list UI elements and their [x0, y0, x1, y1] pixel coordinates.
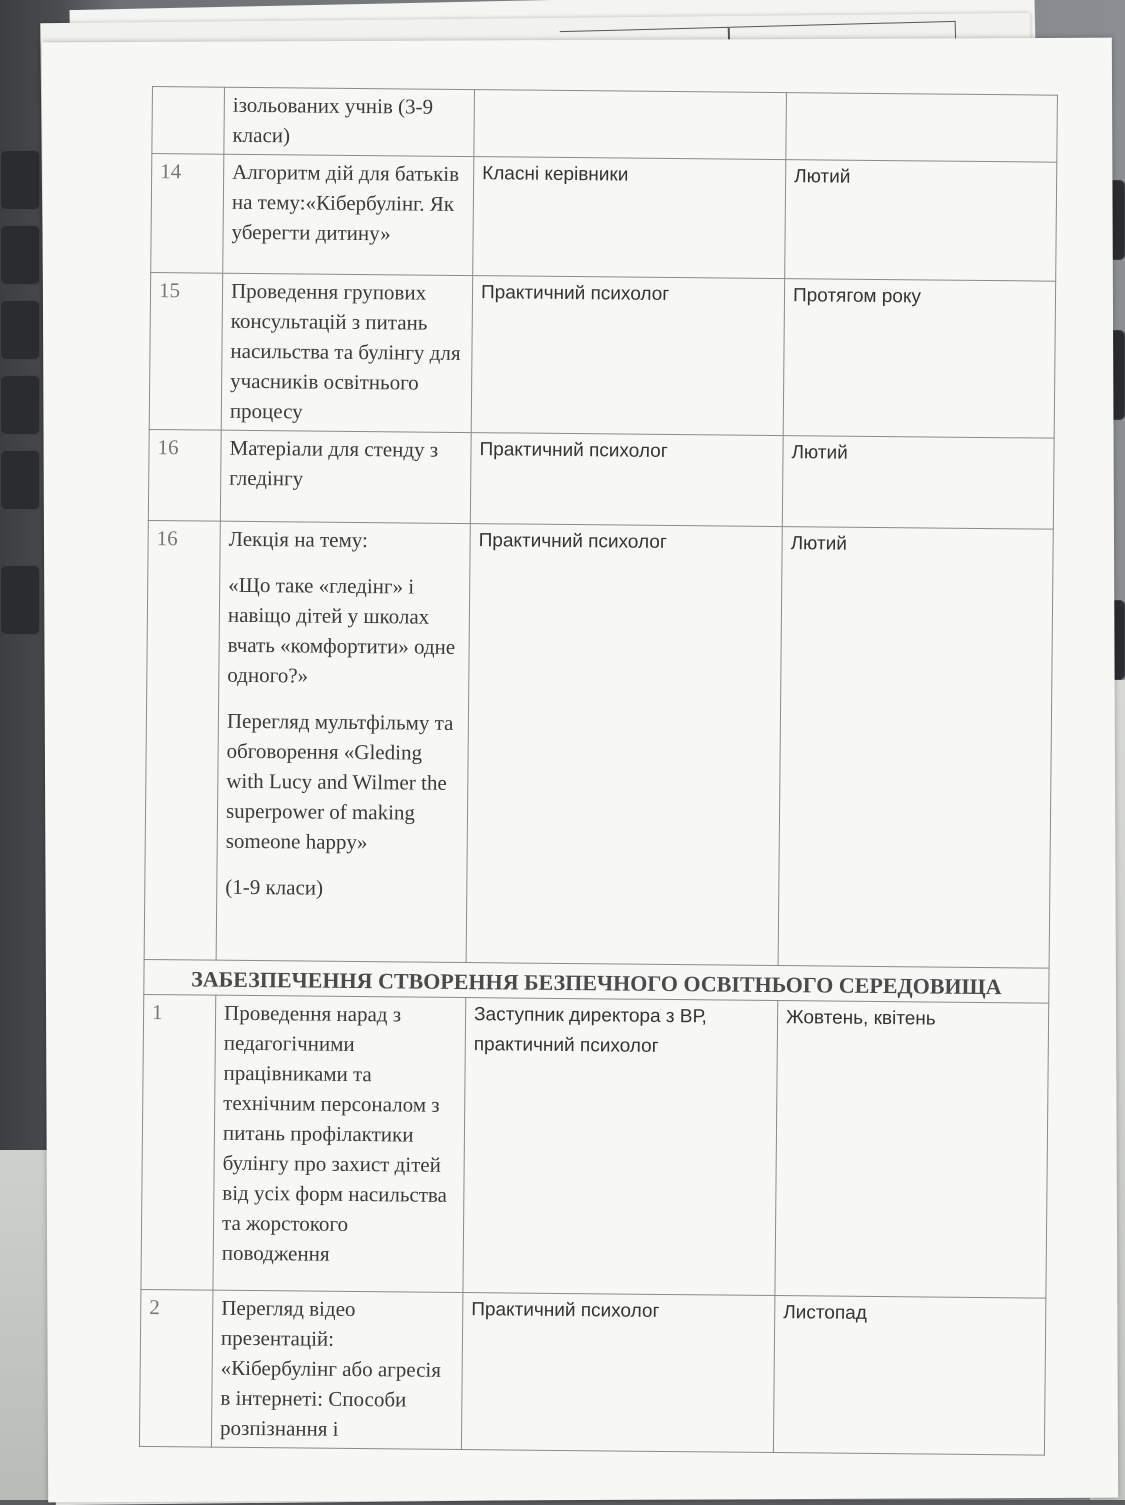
activity-cell [211, 1290, 462, 1449]
activity-cell [224, 87, 475, 156]
keyboard-key [0, 450, 40, 510]
row-number: 2 [139, 1289, 213, 1447]
activity-text: Перегляд мультфільму та обговорення «Gleding with Lucy and Wilmer the superpower of making someone happy» [225, 708, 454, 855]
executor-cell: Практичний психолог [466, 524, 782, 966]
date-cell: Лютий [778, 527, 1053, 969]
executor-cell: Практичний психолог [461, 1293, 774, 1453]
keyboard-key [0, 565, 40, 635]
executor-cell: Практичний психолог [470, 433, 783, 527]
activity-cell [213, 995, 466, 1292]
activity-cell [221, 273, 472, 432]
activity-text: Проведення нарад з педагогічними працівниками та технічним персоналом з питань профілактики булінгу про захист дітей від усіх форм насильства та жорстокого поводження [221, 1000, 448, 1266]
table-row [152, 87, 1058, 163]
executor-cell: Класні керівники [473, 157, 786, 279]
activity-cell [223, 154, 474, 275]
date-cell [786, 93, 1058, 163]
activity-text: Алгоритм дій для батьків на тему:«Кібербулінг. Як уберегти дитину» [231, 159, 460, 246]
date-cell: Лютий [782, 436, 1054, 530]
row-number: 1 [141, 994, 216, 1290]
activity-text: Лекція на тему: [228, 526, 369, 553]
table-row [139, 1289, 1045, 1455]
table-row [149, 272, 1055, 438]
executor-cell: Заступник директора з ВР, практичний психолог [463, 998, 778, 1296]
row-number: 16 [148, 429, 221, 521]
table-row [141, 994, 1049, 1298]
table-row [144, 520, 1053, 968]
row-number: 16 [144, 520, 220, 960]
keyboard-key [0, 300, 40, 360]
activity-cell [220, 430, 471, 523]
activity-text: Матеріали для стенду з гледінгу [229, 435, 439, 491]
plan-table [139, 86, 1058, 1456]
keyboard-key [0, 150, 40, 210]
activity-cell [216, 521, 470, 962]
date-cell: Лютий [785, 160, 1057, 282]
activity-text: Проведення групових консультацій з питань насильства та булінгу для учасників освітнього процесу [229, 278, 461, 424]
table-row [151, 154, 1057, 282]
activity-text: (1-9 класи) [225, 874, 324, 900]
row-number: 15 [149, 272, 223, 430]
keyboard-key [0, 225, 40, 285]
section-title: ЗАБЕЗПЕЧЕННЯ СТВОРЕННЯ БЕЗПЕЧНОГО ОСВІТНЬОГО СЕРЕДОВИЩА [144, 959, 1049, 1003]
keyboard-key [0, 375, 40, 435]
row-number [152, 87, 225, 155]
executor-cell [474, 90, 787, 160]
executor-cell: Практичний психолог [471, 276, 784, 436]
date-cell: Листопад [773, 1296, 1045, 1456]
activity-text: «Що таке «гледінг» і навіщо дітей у школах вчать «комфортити» одне одного?» [227, 572, 456, 688]
row-number: 14 [151, 154, 224, 274]
activity-text: Перегляд відео презентацій: «Кібербулінг або агресія в інтернеті: Способи розпізнання і [220, 1295, 442, 1441]
date-cell: Жовтень, квітень [775, 1001, 1049, 1299]
table-row [148, 429, 1054, 529]
activity-text: ізольованих учнів (3-9 класи) [232, 92, 434, 148]
date-cell: Протягом року [783, 279, 1055, 439]
